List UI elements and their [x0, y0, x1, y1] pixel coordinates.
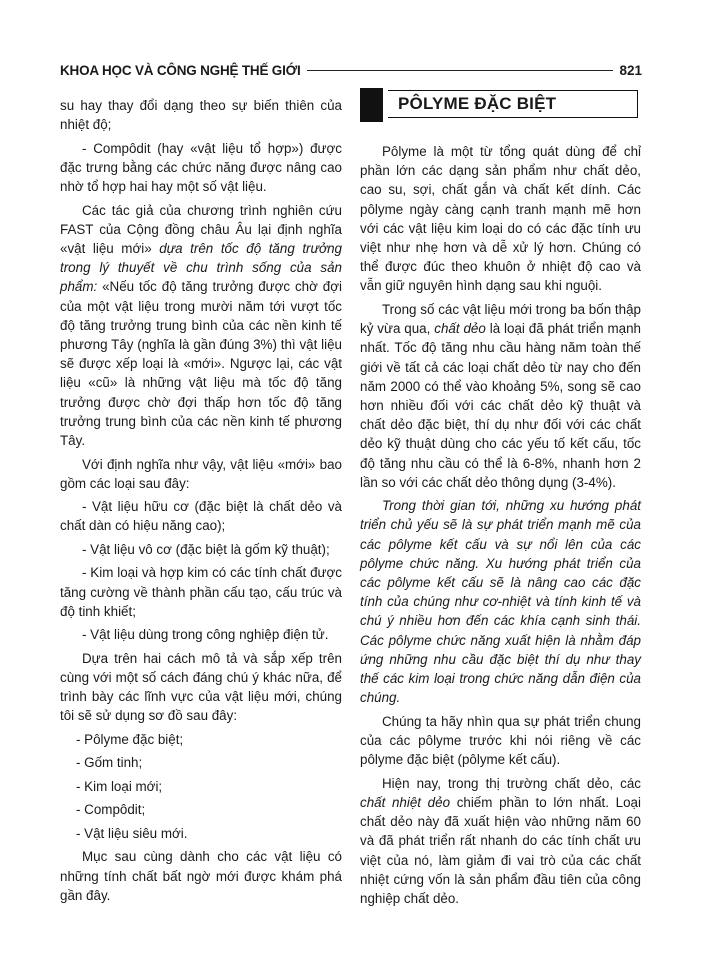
paragraph: Các tác giả của chương trình nghiên cứu FAST của Cộng đồng châu Âu lại định nghĩa «vật liệu mới» dựa trên tốc độ tăng trưởng trong lý thuyết về chu trình sống của sản phẩm: «Nếu tốc độ tăng trưởng được chờ đợi của một vật liệu trong mười năm tới vượt tốc độ tăng trưởng trung bình của các nền kinh tế phương Tây (nghĩa là gần đúng 3%) thì vật liệu sẽ được xếp loại là «mới». Ngược lại, các vật liệu «cũ» là những vật liệu mà tốc độ tăng trưởng được chờ đợi thấp hơn tốc độ tăng trưởng trung bình của các nền kinh tế phương Tây. [60, 202, 342, 449]
list-item: - Vật liệu hữu cơ (đặc biệt là chất dẻo và chất dàn có hiệu năng cao); [60, 499, 342, 534]
paragraph: Pôlyme là một từ tổng quát dùng để chỉ phần lớn các dạng sản phẩm như chất dẻo, cao su, sợi, chất gắn và chất kết dính. Các pôlyme ngày càng cạnh tranh mạnh mẽ hơn với các vật liệu kim loại do có các đặc tính ưu việt như nhẹ hơn và dễ xử lý hơn. Chúng có thể được đúc theo khuôn ở nhiệt độ cao và vẫn giữ nguyên hình dạng sau khi nguội. [360, 144, 641, 294]
running-header [60, 60, 642, 80]
paragraph: Dựa trên hai cách mô tả và sắp xếp trên cùng với một số cách đáng chú ý khác nữa, để trình bày các lĩnh vực của vật liệu mới, chúng tôi sẽ sử dụng sơ đồ sau đây: [60, 650, 342, 724]
paragraph: Trong thời gian tới, những xu hướng phát triển chủ yếu sẽ là sự phát triển mạnh mẽ của các pôlyme kết cấu và sự nổi lên của các pôlyme chức năng. Xu hướng phát triển của các pôlyme kết cấu sẽ là nâng cao các đặc tính của chúng như cơ-nhiệt và tính kinh tế và chú ý nhiều hơn đến các khía cạnh sinh thái. Các pôlyme chức năng xuất hiện là nhằm đáp ứng những nhu cầu đặc biệt thí dụ như thay thế các kim loại trong chức năng dẫn điện của chúng. [360, 498, 641, 706]
list-item: - Kim loại mới; [76, 778, 163, 794]
paragraph: su hay thay đổi dạng theo sự biến thiên của nhiệt độ; [60, 98, 342, 133]
left-column [60, 96, 342, 909]
list-item: - Compôdit; [76, 802, 146, 818]
list-item: - Pôlyme đặc biệt; [76, 731, 184, 747]
page-number: 821 [619, 62, 642, 78]
section-title [360, 88, 641, 122]
paragraph: Mục sau cùng dành cho các vật liệu có những tính chất bất ngờ mới được khám phá gần đây. [60, 849, 342, 903]
title-block-mark [360, 88, 383, 122]
paragraph: - Compôdit (hay «vật liệu tổ hợp») được đặc trưng bằng các chức năng được nâng cao nhờ tổ hợp hai hay một số vật liệu. [60, 140, 342, 195]
section-title-text: PÔLYME ĐẶC BIỆT [398, 94, 557, 113]
list-item: - Vật liệu dùng trong công nghiệp điện tử. [82, 627, 329, 643]
paragraph: Trong số các vật liệu mới trong ba bốn thập kỷ vừa qua, chất dẻo là loại đã phát triển mạnh nhất. Tốc độ tăng nhu cầu hàng năm toàn thế giới về tất cả các loại chất dẻo từ nay cho đến năm 2000 có thể vào khoảng 5%, song sẽ cao hơn nhiều đối với các chất dẻo kỹ thuật và chất dẻo đặc biệt, thí dụ như đối với các chất dẻo kỹ thuật dùng cho các yếu tố kết cấu, tốc độ tăng nhu cầu có thể là 6-8%, nhanh hơn 2 lần so với các chất dẻo thông dụng (3-4%). [360, 301, 641, 490]
paragraph: Hiện nay, trong thị trường chất dẻo, các chất nhiệt dẻo chiếm phần to lớn nhất. Loại chất dẻo này đã xuất hiện vào những năm 60 và đã phát triển rất nhanh do các tính chất ưu việt của nó, làm giảm đi vai trò của các chất nhiệt cứng vốn là sản phẩm đầu tiên của công nghiệp chất dẻo. [360, 775, 641, 906]
right-column [360, 142, 641, 912]
title-box [388, 90, 638, 118]
paragraph: Với định nghĩa như vậy, vật liệu «mới» bao gồm các loại sau đây: [60, 456, 342, 491]
list-item: - Vật liệu vô cơ (đặc biệt là gốm kỹ thuật); [82, 541, 330, 557]
list-item: - Gốm tinh; [76, 755, 143, 771]
header-rule [307, 70, 614, 71]
paragraph: Chúng ta hãy nhìn qua sự phát triển chung của các pôlyme trước khi nói riêng về các pôlyme đặc biệt (pôlyme kết cấu). [360, 713, 641, 768]
list-item: - Kim loại và hợp kim có các tính chất được tăng cường về thành phần cấu tạo, cấu trúc và độ tinh khiết; [60, 565, 342, 619]
running-title: KHOA HỌC VÀ CÔNG NGHỆ THẾ GIỚI [60, 62, 301, 78]
list-item: - Vật liệu siêu mới. [76, 825, 188, 841]
